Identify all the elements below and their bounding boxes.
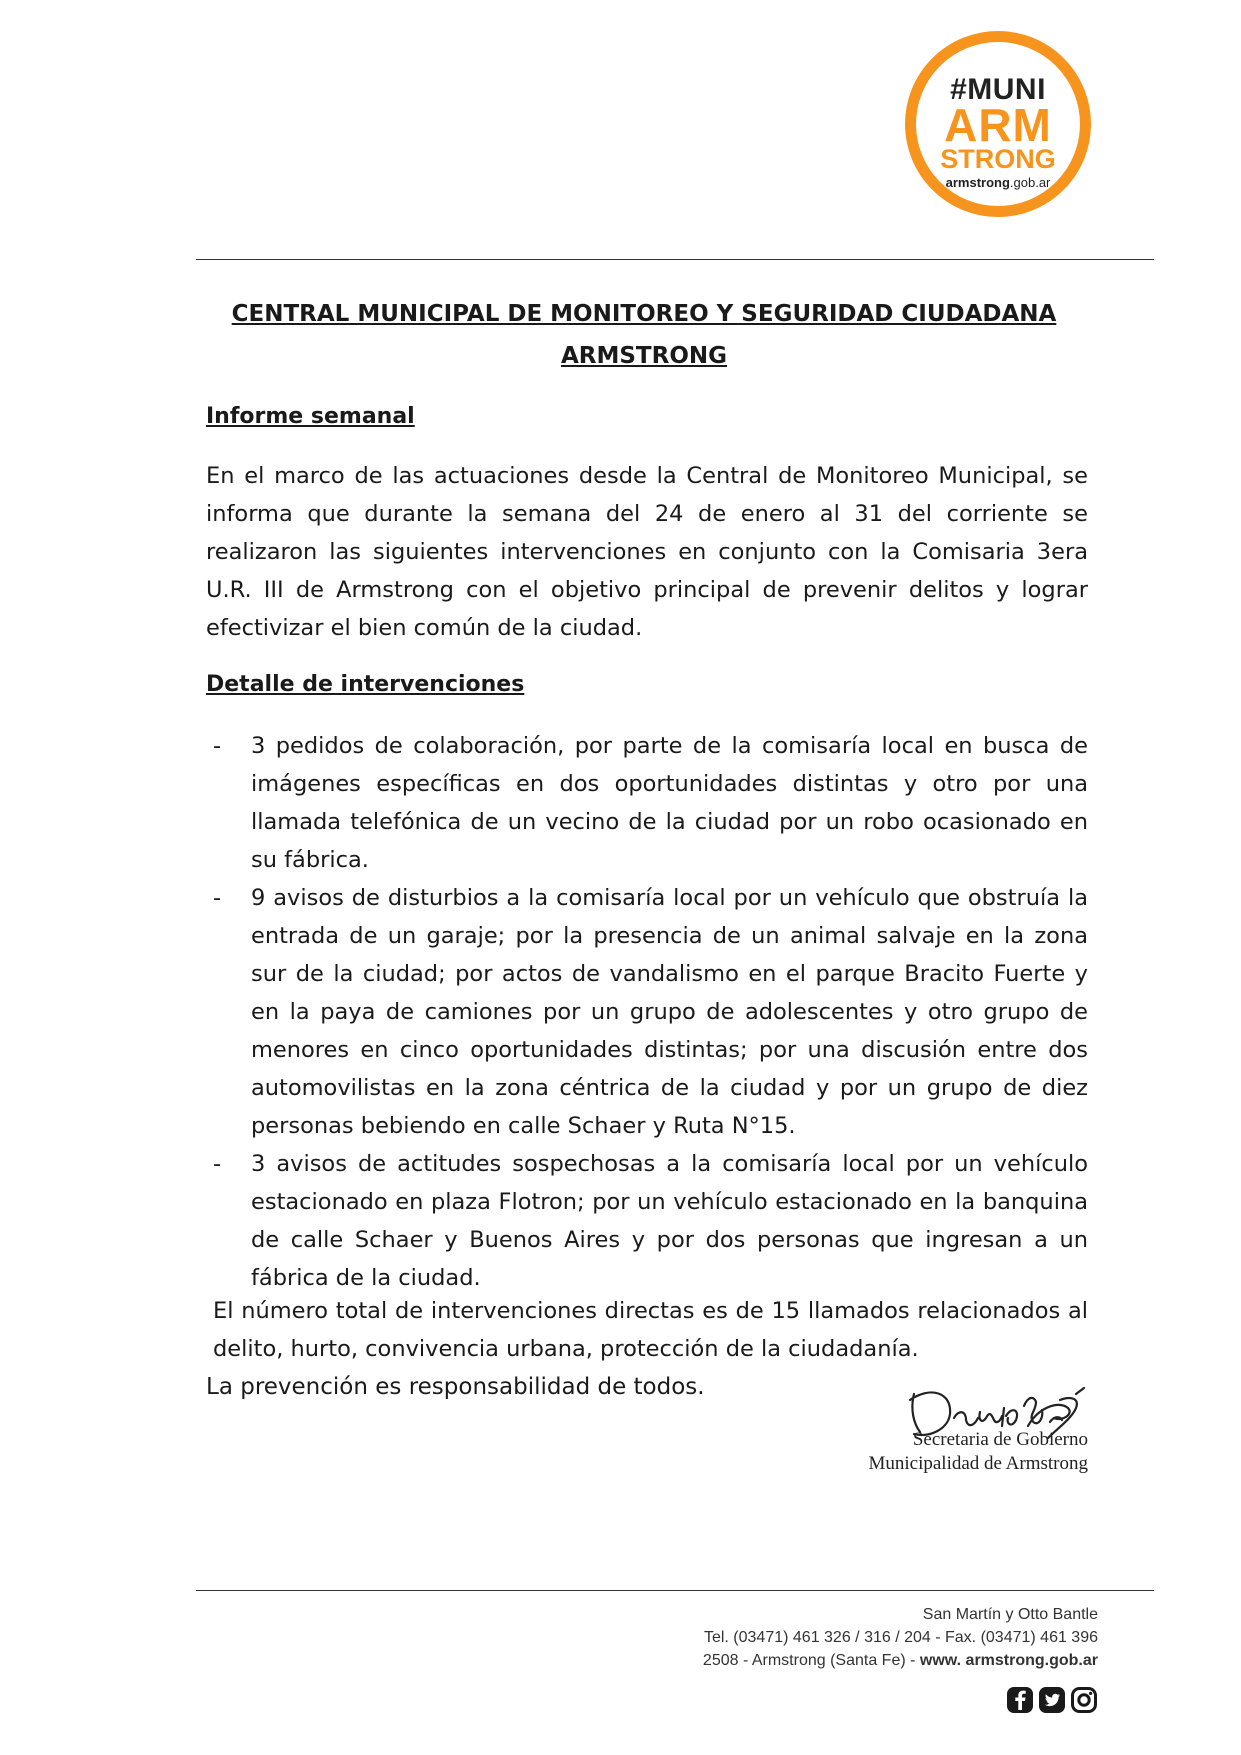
summary-line-2: delito, hurto, convivencia urbana, protección de la ciudadanía. — [213, 1336, 919, 1362]
facebook-icon[interactable] — [1006, 1686, 1034, 1714]
logo-hashtag: #MUNI — [950, 73, 1046, 106]
details-heading: Detalle de intervenciones — [206, 672, 525, 697]
social-links — [1006, 1686, 1098, 1714]
logo-strong: STRONG — [940, 144, 1056, 174]
instagram-icon[interactable] — [1070, 1686, 1098, 1714]
closing-statement: La prevención es responsabilidad de todos. — [206, 1374, 705, 1400]
list-item: - 9 avisos de disturbios a la comisaría local por un vehículo que obstruía la entrada de un garaje; por la presencia de un animal salvaje en la zona sur de la ciudad; por actos de vandalismo en el parque Bracito Fuerte y en la paya de camiones por un grupo de adolescentes y otro grupo de menores en cinco oportunidades distintas; por una discusión entre dos automovilistas en la zona céntrica de la ciudad y por un grupo de diez personas bebiendo en calle Schaer y Ruta N°15. — [213, 885, 1088, 1139]
footer-divider — [196, 1590, 1154, 1591]
summary-line-1: El número total de intervenciones directas es de 15 llamados relacionados al — [213, 1298, 1088, 1324]
signature-org: Municipalidad de Armstrong — [868, 1453, 1088, 1474]
report-intro: En el marco de las actuaciones desde la Central de Monitoreo Municipal, se informa que durante la semana del 24 de enero al 31 del corriente se realizaron las siguientes intervenciones en conjunto con la Comisaria 3era U.R. III de Armstrong con el objetivo principal de prevenir delitos y lograr efectivizar el bien común de la ciudad. — [206, 463, 1088, 641]
signature-title: Secretaria de Gobierno — [912, 1429, 1088, 1450]
document-title: CENTRAL MUNICIPAL DE MONITOREO Y SEGURIDAD CIUDADANA — [231, 301, 1057, 327]
footer-website[interactable]: www. armstrong.gob.ar — [919, 1652, 1098, 1669]
footer-phones: Tel. (03471) 461 326 / 316 / 204 - Fax. (03471) 461 396 — [703, 1629, 1098, 1646]
footer-city-web: 2508 - Armstrong (Santa Fe) - www. armstrong.gob.ar — [702, 1652, 1098, 1669]
list-item: - 3 avisos de actitudes sospechosas a la comisaría local por un vehículo estacionado en plaza Flotron; por un vehículo estacionado en la banquina de calle Schaer y Buenos Aires y por dos personas que ingresan a un fábrica de la ciudad. — [213, 1151, 1088, 1291]
municipality-logo — [905, 31, 1091, 217]
list-item: - 3 pedidos de colaboración, por parte de la comisaría local en busca de imágenes específicas en dos oportunidades distintas y otro por una llamada telefónica de un vecino de la ciudad por un robo ocasionado en su fábrica. — [213, 733, 1088, 873]
logo-arm: ARM — [944, 99, 1052, 151]
document-subtitle: ARMSTRONG — [560, 343, 728, 369]
report-heading: Informe semanal — [206, 404, 415, 429]
footer-address: San Martín y Otto Bantle — [922, 1606, 1098, 1623]
twitter-icon[interactable] — [1038, 1686, 1066, 1714]
header-divider — [196, 259, 1154, 260]
interventions-list — [206, 727, 1088, 1297]
logo-domain: armstrong.gob.ar — [945, 175, 1051, 190]
